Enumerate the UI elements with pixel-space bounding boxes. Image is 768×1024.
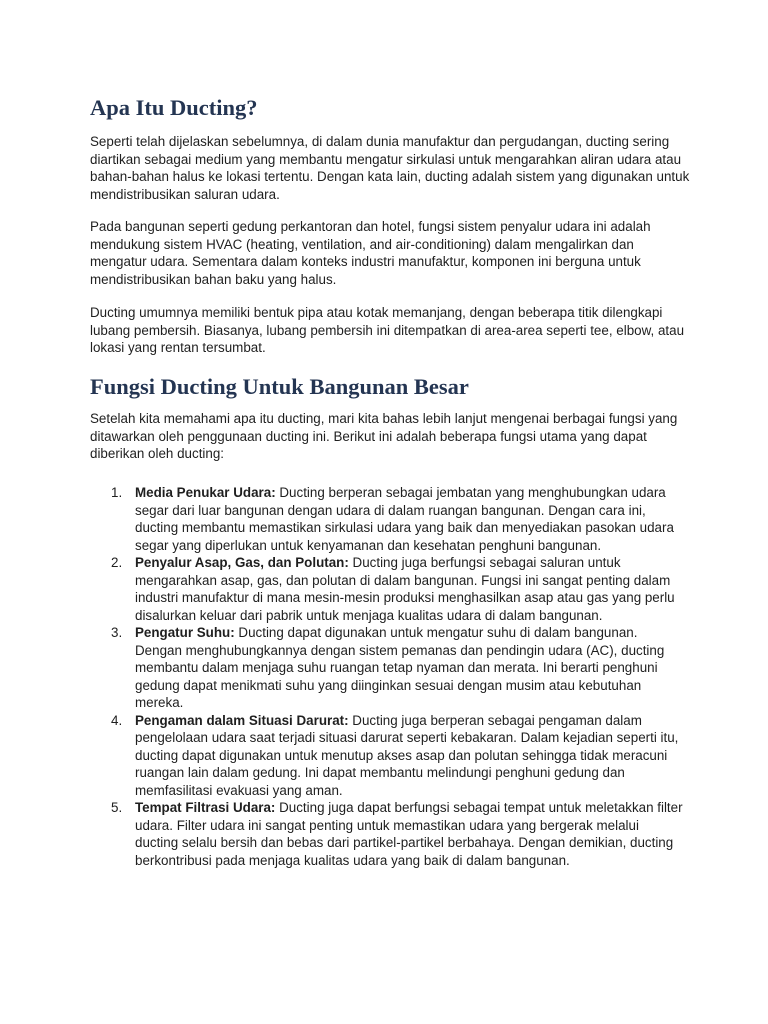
list-number: 4. bbox=[111, 712, 123, 728]
paragraph: Seperti telah dijelaskan sebelumnya, di dalam dunia manufaktur dan pergudangan, ducting sering diartikan sebagai medium yang membantu mengatur sirkulasi untuk mengarahkan aliran udara atau bahan-bahan halus ke lokasi tertentu. Dengan kata lain, ducting adalah sistem yang digunakan untuk mendistribusikan saluran udara. bbox=[90, 134, 690, 202]
list-item-term: Media Penukar Udara: bbox=[135, 485, 276, 500]
list-number: 3. bbox=[111, 625, 123, 640]
list-item-term: Pengatur Suhu: bbox=[135, 625, 235, 640]
intro-paragraph: Setelah kita memahami apa itu ducting, mari kita bahas lebih lanjut mengenai berbagai fungsi yang ditawarkan oleh penggunaan ducting ini. Berikut ini adalah beberapa fungsi utama yang dapat diberikan oleh ducting: bbox=[90, 411, 678, 461]
paragraph: Ducting umumnya memiliki bentuk pipa atau kotak memanjang, dengan beberapa titik dilengkapi lubang pembersih. Biasanya, lubang pembersih ini ditempatkan di area-area seperti tee, elbow, atau lokasi yang rentan tersumbat. bbox=[90, 305, 685, 355]
list-item bbox=[111, 554, 683, 624]
list-item-term: Tempat Filtrasi Udara: bbox=[135, 800, 276, 815]
section-heading-apa-itu-ducting: Apa Itu Ducting? bbox=[90, 95, 258, 120]
list-item-text: Ducting dapat digunakan untuk mengatur suhu di dalam bangunan. Dengan menghubungkannya dengan sistem pemanas dan pendingin udara (AC), ducting membantu dalam menjaga suhu ruangan tetap nyaman dan merata. Ini berarti penghuni gedung dapat menikmati suhu yang diinginkan sesuai dengan musim atau kebutuhan mereka. bbox=[135, 625, 665, 710]
list-item-text: Ducting juga berfungsi sebagai saluran untuk mengarahkan asap, gas, dan polutan di dalam bangunan. Fungsi ini sangat penting dalam industri manufaktur di mana mesin-mesin produksi menghasilkan asap atau gas yang perlu disalurkan keluar dari pabrik untuk menjaga kualitas udara di dalam bangunan. bbox=[135, 555, 675, 623]
section-heading-fungsi-ducting: Fungsi Ducting Untuk Bangunan Besar bbox=[90, 374, 469, 399]
list-number: 2. bbox=[111, 555, 123, 570]
list-item bbox=[111, 799, 683, 869]
list-item bbox=[111, 484, 683, 554]
list-item-term: Pengaman dalam Situasi Darurat: bbox=[135, 712, 349, 728]
list-item-text: Ducting berperan sebagai jembatan yang menghubungkan udara segar dari luar bangunan dengan udara di dalam ruangan bangunan. Dengan cara ini, ducting membantu memastikan sirkulasi udara yang baik dan menyediakan pasokan udara segar yang diperlukan untuk kenyamanan dan kesehatan penghuni bangunan. bbox=[135, 485, 674, 553]
list-item-term: Penyalur Asap, Gas, dan Polutan: bbox=[135, 555, 349, 570]
list-item bbox=[111, 624, 683, 712]
list-item bbox=[111, 712, 683, 800]
paragraph: Pada bangunan seperti gedung perkantoran dan hotel, fungsi sistem penyalur udara ini adalah mendukung sistem HVAC (heating, ventilation, and air-conditioning) dalam mengalirkan dan mengatur udara. Sementara dalam konteks industri manufaktur, komponen ini berguna untuk mendistribusikan bahan baku yang halus. bbox=[90, 219, 651, 287]
list-item-text: Ducting juga berperan sebagai pengaman dalam pengelolaan udara saat terjadi situasi darurat seperti kebakaran. Dalam kejadian seperti itu, ducting dapat digunakan untuk menutup akses asap dan polutan sehingga tidak meracuni ruangan lain dalam gedung. Ini dapat membantu melindungi penghuni gedung dan memfasilitasi evakuasi yang aman. bbox=[135, 712, 679, 798]
list-item-text: Ducting juga dapat berfungsi sebagai tempat untuk meletakkan filter udara. Filter udara ini sangat penting untuk memastikan udara yang bergerak melalui ducting selalu bersih dan bebas dari partikel-partikel berbahaya. Dengan demikian, ducting berkontribusi pada menjaga kualitas udara yang baik di dalam bangunan. bbox=[135, 800, 683, 868]
list-number: 1. bbox=[111, 485, 123, 500]
function-list bbox=[111, 484, 683, 869]
list-number: 5. bbox=[111, 800, 123, 815]
